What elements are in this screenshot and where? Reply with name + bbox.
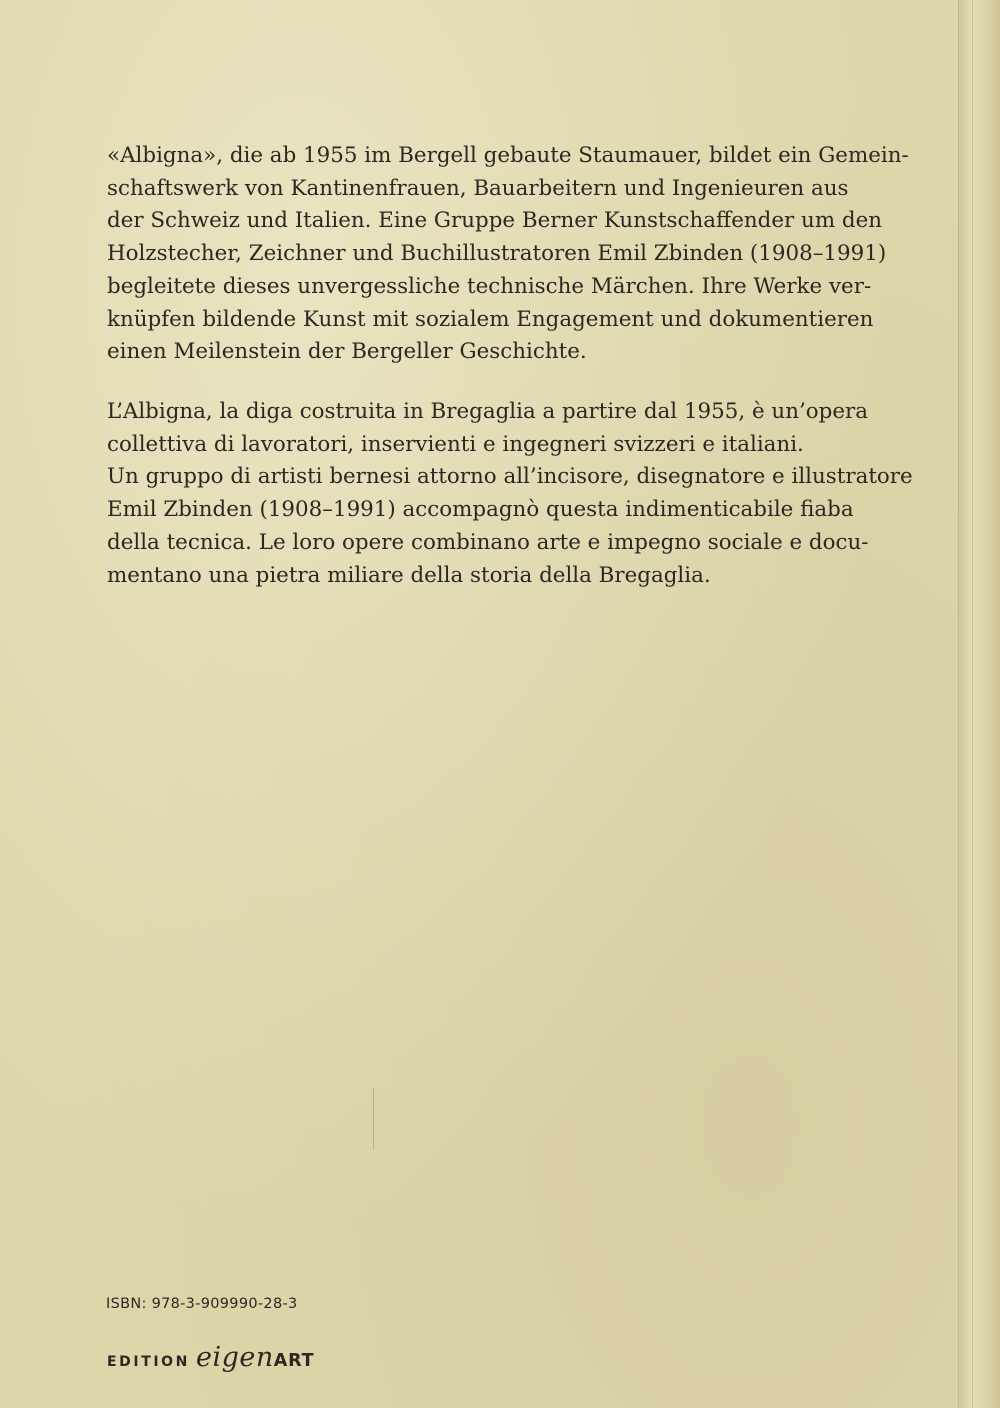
german-description [107, 140, 909, 369]
german-line: knüpfen bildende Kunst mit sozialem Engagement und dokumentieren [107, 306, 874, 332]
italian-line: mentano una pietra miliare della storia della Bregaglia. [107, 562, 711, 588]
publisher-eigen-wordmark: eigen [195, 1342, 274, 1373]
publisher-edition-label: EDITION [107, 1354, 190, 1370]
italian-line: Un gruppo di artisti bernesi attorno all’incisore, disegnatore e illustratore [107, 464, 913, 490]
german-line: begleitete dieses unvergessliche technische Märchen. Ihre Werke ver- [107, 273, 872, 299]
german-line: der Schweiz und Italien. Eine Gruppe Berner Kunstschaffender um den [107, 208, 883, 234]
publisher-art-wordmark: ART [273, 1351, 315, 1371]
cover-fold-line [972, 0, 973, 1408]
italian-line: L’Albigna, la diga costruita in Bregaglia a partire dal 1955, è un’opera [107, 399, 868, 424]
italian-line: collettiva di lavoratori, inservienti e ingegneri svizzeri e italiani. [107, 431, 804, 457]
italian-description [107, 396, 913, 592]
pencil-mark [373, 1088, 374, 1150]
german-line: einen Meilenstein der Bergeller Geschichte. [107, 339, 587, 365]
italian-line: Emil Zbinden (1908–1991) accompagnò questa indimenticabile fiaba [107, 497, 854, 523]
isbn-number: ISBN: 978-3-909990-28-3 [106, 1296, 298, 1312]
cover-spine-edge [958, 0, 1000, 1408]
german-line: «Albigna», die ab 1955 im Bergell gebaute Staumauer, bildet ein Gemein- [107, 143, 909, 168]
publisher-logo [107, 1342, 314, 1373]
german-line: schaftswerk von Kantinenfrauen, Bauarbeitern und Ingenieuren aus [107, 175, 849, 201]
italian-line: della tecnica. Le loro opere combinano arte e impegno sociale e docu- [107, 529, 869, 555]
german-line: Holzstecher, Zeichner und Buchillustratoren Emil Zbinden (1908–1991) [107, 241, 887, 267]
